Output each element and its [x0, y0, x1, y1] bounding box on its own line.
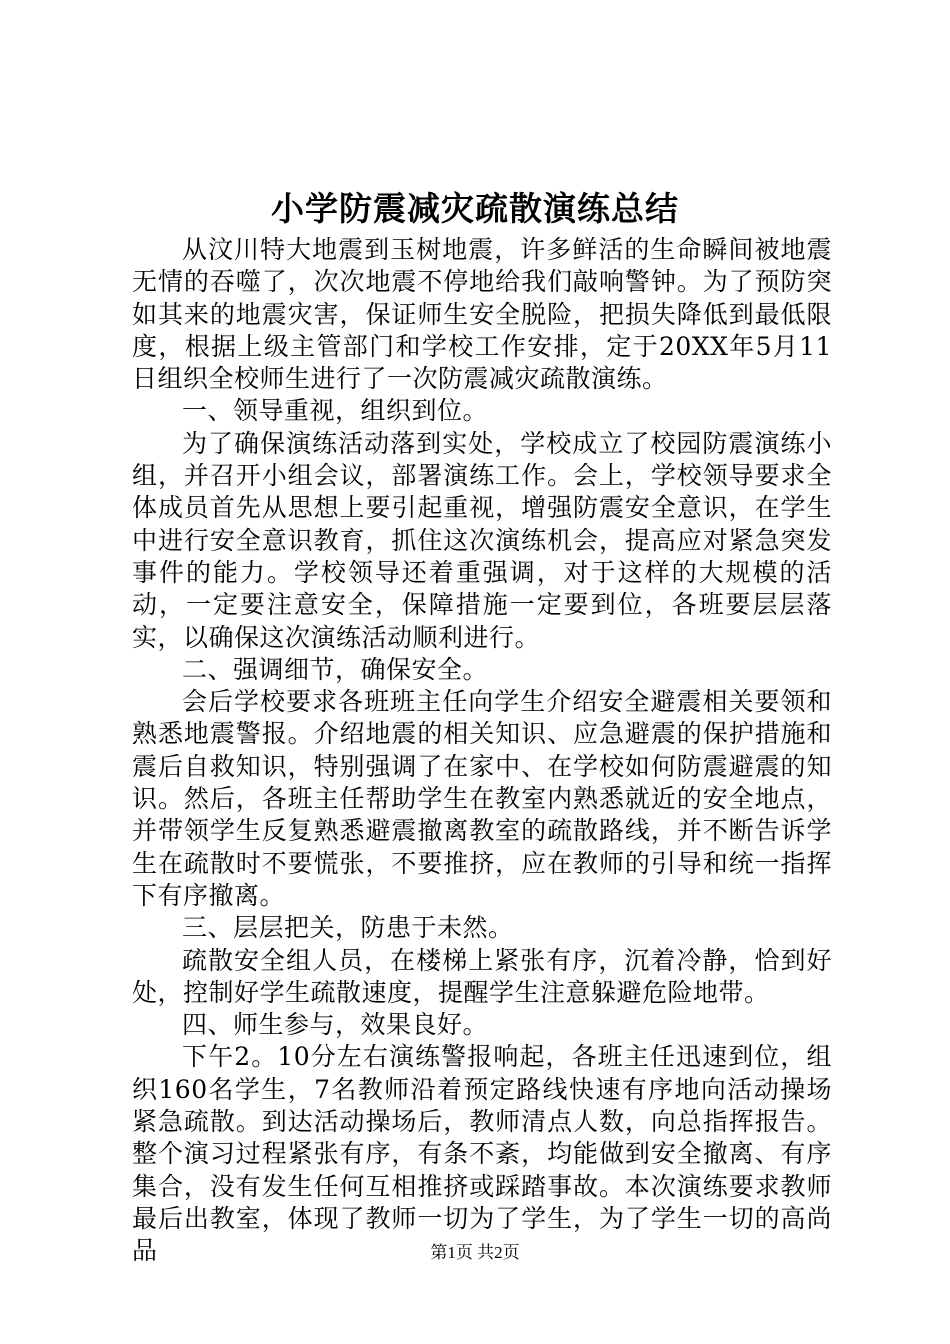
section-heading-4: 四、师生参与，效果良好。 [182, 1010, 489, 1040]
page-number-footer: 第1页 共2页 [430, 1243, 520, 1262]
section-heading-1: 一、领导重视，组织到位。 [182, 396, 489, 426]
section-heading-2: 二、强调细节，确保安全。 [182, 654, 489, 684]
section-heading-3: 三、层层把关，防患于未然。 [182, 913, 514, 943]
paragraph-section-3: 疏散安全组人员，在楼梯上紧张有序，沉着冷静，恰到好处，控制好学生疏散速度，提醒学生注意躲避危险地带。 [132, 945, 832, 1007]
document-title: 小学防震减灾疏散演练总结 [271, 189, 679, 228]
document-body [132, 234, 832, 1268]
paragraph-section-4: 下午2。10分左右演练警报响起，各班主任迅速到位，组织160名学生，7名教师沿着预定路线快速有序地向活动操场紧急疏散。到达活动操场后，教师清点人数，向总指挥报告。整个演习过程紧张有序，有条不紊，均能做到安全撤离、有序集合，没有发生任何互相推挤或踩踏事故。本次演练要求教师最后出教室，体现了教师一切为了学生，为了学生一切的高尚品 [132, 1042, 832, 1266]
paragraph-section-1: 为了确保演练活动落到实处，学校成立了校园防震演练小组，并召开小组会议，部署演练工作。会上，学校领导要求全体成员首先从思想上要引起重视，增强防震安全意识，在学生中进行安全意识教育，抓住这次演练机会，提高应对紧急突发事件的能力。学校领导还着重强调，对于这样的大规模的活动，一定要注意安全，保障措施一定要到位，各班要层层落实，以确保这次演练活动顺利进行。 [132, 428, 832, 652]
paragraph-intro: 从汶川特大地震到玉树地震，许多鲜活的生命瞬间被地震无情的吞噬了，次次地震不停地给我们敲响警钟。为了预防突如其来的地震灾害，保证师生安全脱险，把损失降低到最低限度，根据上级主管部门和学校工作安排，定于20XX年5月11日组织全校师生进行了一次防震减灾疏散演练。 [132, 235, 832, 394]
paragraph-section-2: 会后学校要求各班班主任向学生介绍安全避震相关要领和熟悉地震警报。介绍地震的相关知识、应急避震的保护措施和震后自救知识，特别强调了在家中、在学校如何防震避震的知识。然后，各班主任帮助学生在教室内熟悉就近的安全地点，并带领学生反复熟悉避震撤离教室的疏散路线，并不断告诉学生在疏散时不要慌张，不要推挤，应在教师的引导和统一指挥下有序撤离。 [132, 687, 832, 910]
